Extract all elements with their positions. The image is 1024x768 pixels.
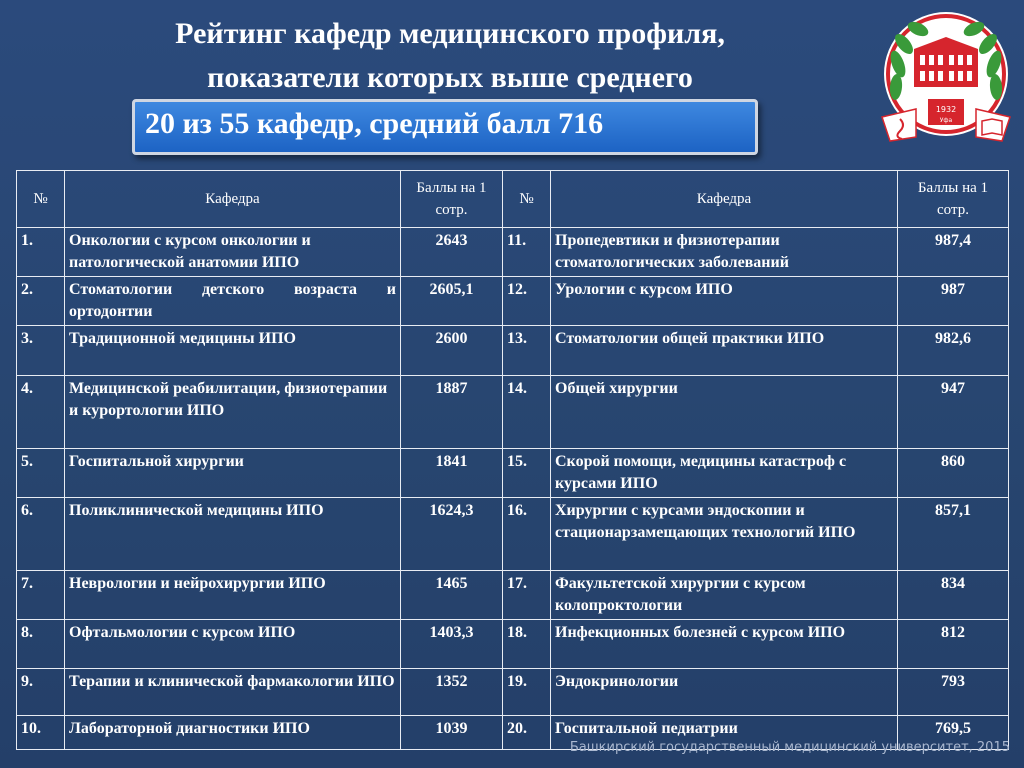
table-row [17, 449, 1009, 498]
score-cell: 1465 [401, 571, 503, 620]
table-row [17, 326, 1009, 376]
rank-cell: 18. [503, 620, 551, 669]
dept-cell: Инфекционных болезней с курсом ИПО [551, 620, 898, 669]
rank-cell: 9. [17, 669, 65, 716]
rank-cell: 3. [17, 326, 65, 376]
score-cell: 1624,3 [401, 498, 503, 571]
rank-cell: 2. [17, 277, 65, 326]
subtitle-text: 20 из 55 кафедр, средний балл 716 [145, 107, 604, 140]
score-cell: 1841 [401, 449, 503, 498]
dept-cell: Урологии с курсом ИПО [551, 277, 898, 326]
dept-cell: Неврологии и нейрохирургии ИПО [65, 571, 401, 620]
table-row [17, 571, 1009, 620]
dept-cell: Терапии и клинической фармакологии ИПО [65, 669, 401, 716]
rank-cell: 8. [17, 620, 65, 669]
logo-city: Уфа [939, 117, 953, 124]
score-cell: 2643 [401, 228, 503, 277]
rank-cell: 12. [503, 277, 551, 326]
dept-cell: Факультетской хирургии с курсом колопроктологии [551, 571, 898, 620]
subtitle-box [132, 99, 758, 155]
header-score-right: Баллы на 1 сотр. [898, 171, 1009, 228]
score-cell: 982,6 [898, 326, 1009, 376]
dept-cell: Госпитальной педиатрии [551, 716, 898, 750]
table-row [17, 498, 1009, 571]
score-cell: 769,5 [898, 716, 1009, 750]
dept-cell: Госпитальной хирургии [65, 449, 401, 498]
rank-cell: 7. [17, 571, 65, 620]
rating-table [16, 170, 1009, 750]
dept-cell: Хирургии с курсами эндоскопии и стационарзамещающих технологий ИПО [551, 498, 898, 571]
score-cell: 947 [898, 376, 1009, 449]
table-header-row [17, 171, 1009, 228]
rank-cell: 17. [503, 571, 551, 620]
dept-cell: Пропедевтики и физиотерапии стоматологических заболеваний [551, 228, 898, 277]
header-num-left: № [17, 171, 65, 228]
dept-cell: Скорой помощи, медицины катастроф с курсами ИПО [551, 449, 898, 498]
score-cell: 987,4 [898, 228, 1009, 277]
score-cell: 812 [898, 620, 1009, 669]
score-cell: 2605,1 [401, 277, 503, 326]
dept-cell: Традиционной медицины ИПО [65, 326, 401, 376]
header-num-right: № [503, 171, 551, 228]
score-cell: 1887 [401, 376, 503, 449]
slide-title [60, 12, 840, 100]
logo-year: 1932 [935, 105, 957, 114]
rank-cell: 14. [503, 376, 551, 449]
rank-cell: 19. [503, 669, 551, 716]
table-row [17, 277, 1009, 326]
dept-cell: Онкологии с курсом онкологии и патологической анатомии ИПО [65, 228, 401, 277]
table-row [17, 620, 1009, 669]
rank-cell: 10. [17, 716, 65, 750]
header-score-left: Баллы на 1 сотр. [401, 171, 503, 228]
score-cell: 860 [898, 449, 1009, 498]
table-row [17, 228, 1009, 277]
rank-cell: 15. [503, 449, 551, 498]
ribbon-icon [882, 109, 916, 141]
score-cell: 987 [898, 277, 1009, 326]
rank-cell: 6. [17, 498, 65, 571]
university-logo [876, 9, 1016, 159]
score-cell: 857,1 [898, 498, 1009, 571]
rank-cell: 4. [17, 376, 65, 449]
rank-cell: 20. [503, 716, 551, 750]
footer-text: Башкирский государственный медицинский университет, 2015 [569, 740, 1010, 755]
score-cell: 1039 [401, 716, 503, 750]
dept-cell: Офтальмологии с курсом ИПО [65, 620, 401, 669]
dept-cell: Медицинской реабилитации, физиотерапии и курортологии ИПО [65, 376, 401, 449]
table-row [17, 669, 1009, 716]
rank-cell: 1. [17, 228, 65, 277]
title-line-1: Рейтинг кафедр медицинского профиля, [175, 17, 725, 50]
header-dept-left: Кафедра [65, 171, 401, 228]
table-row [17, 376, 1009, 449]
score-cell: 1352 [401, 669, 503, 716]
rank-cell: 5. [17, 449, 65, 498]
score-cell: 1403,3 [401, 620, 503, 669]
dept-cell: Стоматологии детского возраста и ортодонтии [65, 277, 401, 326]
title-line-2: показатели которых выше среднего [207, 61, 693, 94]
dept-cell: Лабораторной диагностики ИПО [65, 716, 401, 750]
rank-cell: 11. [503, 228, 551, 277]
header-dept-right: Кафедра [551, 171, 898, 228]
rank-cell: 16. [503, 498, 551, 571]
dept-cell: Стоматологии общей практики ИПО [551, 326, 898, 376]
dept-cell: Поликлинической медицины ИПО [65, 498, 401, 571]
rank-cell: 13. [503, 326, 551, 376]
score-cell: 2600 [401, 326, 503, 376]
score-cell: 834 [898, 571, 1009, 620]
dept-cell: Общей хирургии [551, 376, 898, 449]
dept-cell: Эндокринологии [551, 669, 898, 716]
score-cell: 793 [898, 669, 1009, 716]
